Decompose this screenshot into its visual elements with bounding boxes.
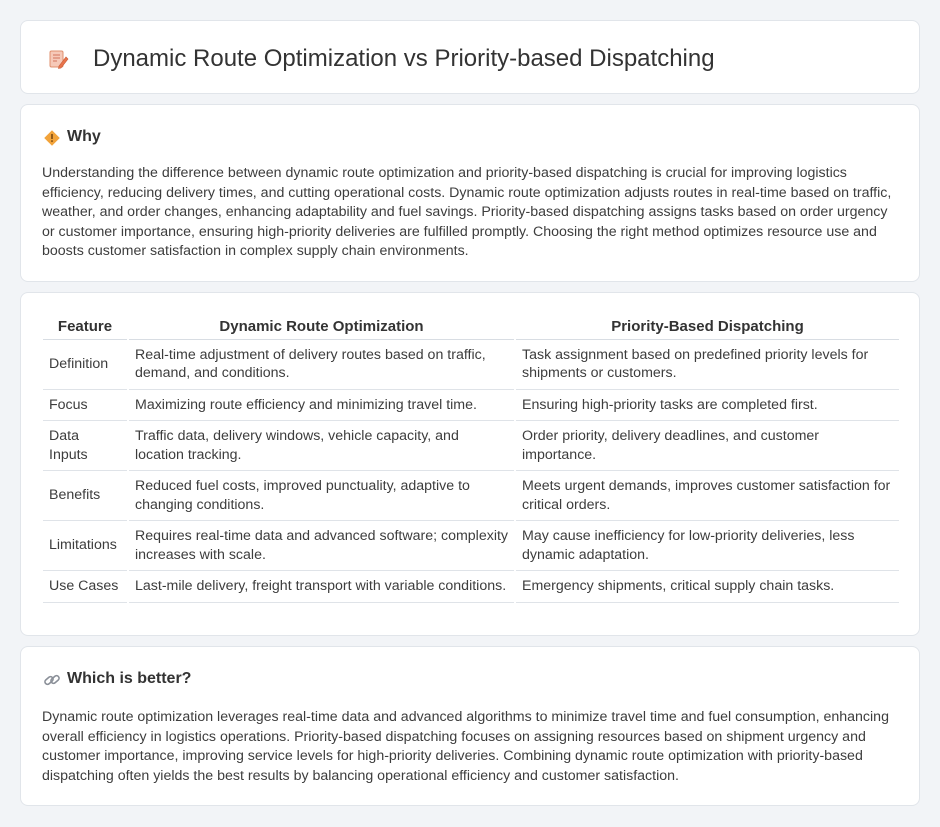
link-icon — [43, 671, 61, 689]
notepad-pencil-icon — [47, 48, 69, 70]
row-feature-cell: Use Cases — [43, 571, 128, 603]
row-priority-cell: Order priority, delivery deadlines, and customer importance. — [515, 421, 899, 471]
column-header-priority: Priority-Based Dispatching — [515, 315, 899, 339]
why-heading: Why — [67, 128, 101, 145]
row-dynamic-cell: Reduced fuel costs, improved punctuality, adaptive to changing conditions. — [128, 471, 515, 521]
diamond-warning-icon — [43, 129, 61, 147]
row-priority-cell: May cause inefficiency for low-priority deliveries, less dynamic adaptation. — [515, 521, 899, 571]
comparison-section — [20, 292, 920, 636]
row-priority-cell: Meets urgent demands, improves customer satisfaction for critical orders. — [515, 471, 899, 521]
row-feature-cell: Data Inputs — [43, 421, 128, 471]
better-heading: Which is better? — [67, 670, 192, 687]
row-dynamic-cell: Last-mile delivery, freight transport with variable conditions. — [128, 571, 515, 603]
table-row — [43, 571, 899, 603]
column-header-dynamic: Dynamic Route Optimization — [128, 315, 515, 339]
table-row — [43, 389, 899, 421]
page-title: Dynamic Route Optimization vs Priority-based Dispatching — [93, 45, 715, 72]
table-row — [43, 471, 899, 521]
row-priority-cell: Task assignment based on predefined priority levels for shipments or customers. — [515, 339, 899, 389]
row-priority-cell: Ensuring high-priority tasks are completed first. — [515, 389, 899, 421]
row-feature-cell: Definition — [43, 339, 128, 389]
row-feature-cell: Focus — [43, 389, 128, 421]
row-dynamic-cell: Real-time adjustment of delivery routes based on traffic, demand, and conditions. — [128, 339, 515, 389]
header-card — [20, 20, 920, 94]
row-dynamic-cell: Maximizing route efficiency and minimizing travel time. — [128, 389, 515, 421]
row-feature-cell: Benefits — [43, 471, 128, 521]
column-header-feature: Feature — [43, 315, 128, 339]
table-row — [43, 521, 899, 571]
comparison-table — [43, 315, 899, 603]
better-text: Dynamic route optimization leverages real-time data and advanced algorithms to minimize travel time and fuel consumption, enhancing overall efficiency in logistics operations. Priority-based dispatching focuses on assigning resources based on shipment urgency and customer importance, improving service levels for high-priority deliveries. Combining dynamic route optimization with priority-based dispatching often yields the best results by balancing operational efficiency and customer satisfaction. — [42, 709, 889, 784]
row-dynamic-cell: Traffic data, delivery windows, vehicle capacity, and location tracking. — [128, 421, 515, 471]
row-priority-cell: Emergency shipments, critical supply chain tasks. — [515, 571, 899, 603]
row-dynamic-cell: Requires real-time data and advanced software; complexity increases with scale. — [128, 521, 515, 571]
table-header-row — [43, 315, 899, 339]
row-feature-cell: Limitations — [43, 521, 128, 571]
why-text: Understanding the difference between dynamic route optimization and priority-based dispatching is crucial for improving logistics efficiency, reducing delivery times, and cutting operational costs. Dynamic route optimization adjusts routes in real-time based on traffic, weather, and order changes, enhancing adaptability and fuel savings. Priority-based dispatching assigns tasks based on order urgency or customer importance, ensuring high-priority deliveries are fulfilled promptly. Choosing the right method optimizes resource use and boosts customer satisfaction in complex supply chain environments. — [42, 165, 892, 259]
which-is-better-section — [20, 646, 920, 806]
table-row — [43, 421, 899, 471]
table-row — [43, 339, 899, 389]
why-section — [20, 104, 920, 282]
